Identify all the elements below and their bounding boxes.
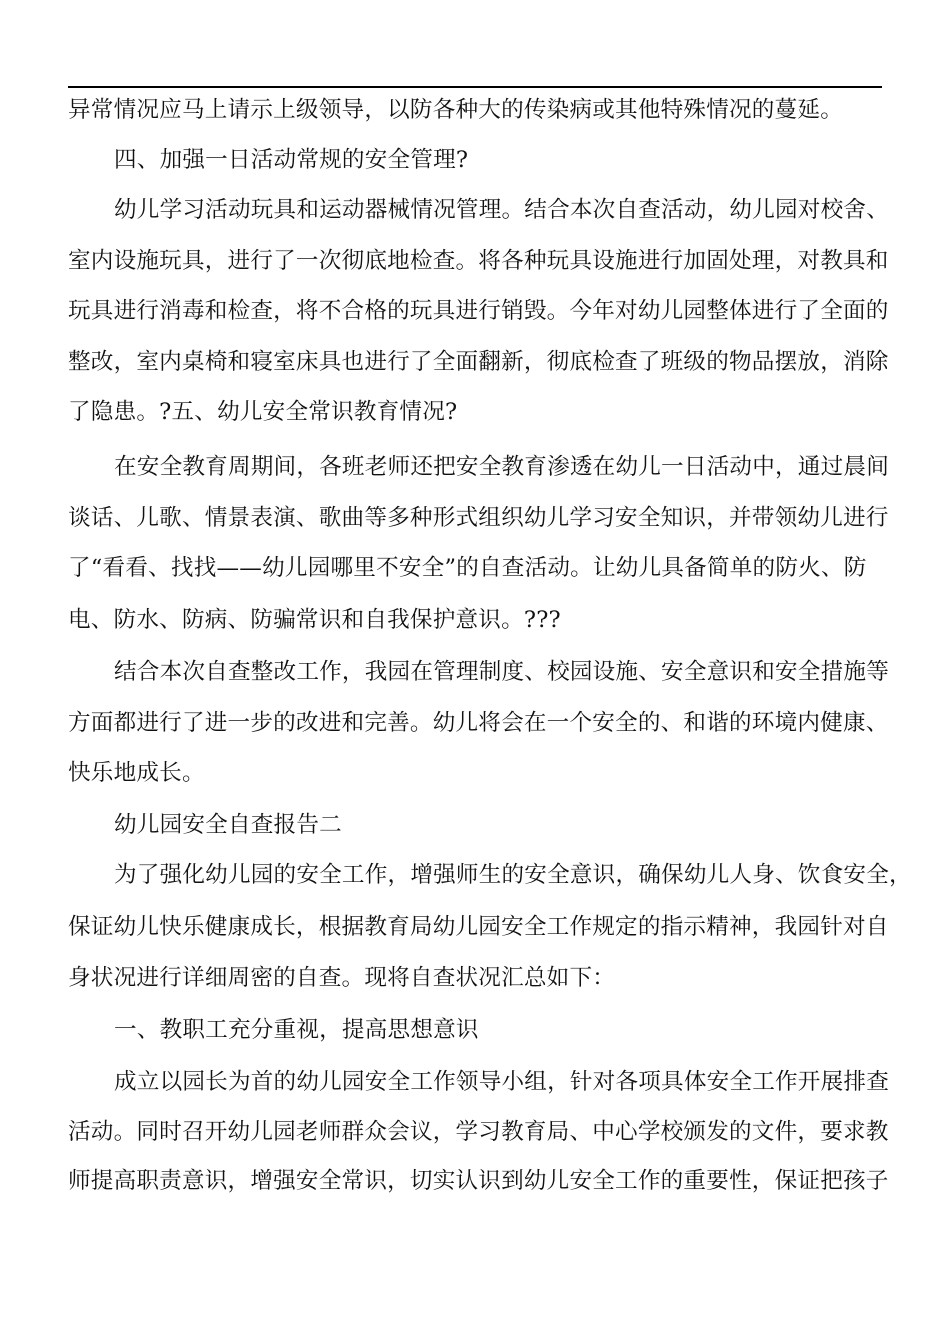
- header-rule: [68, 86, 882, 88]
- text-line: 结合本次自查整改工作，我园在管理制度、校园设施、安全意识和安全措施等: [114, 659, 889, 685]
- text-line: 在安全教育周期间，各班老师还把安全教育渗透在幼儿一日活动中，通过晨间: [114, 454, 889, 480]
- text-line: 为了强化幼儿园的安全工作，增强师生的安全意识，确保幼儿人身、饮食安全，: [114, 862, 912, 888]
- text-line: 身状况进行详细周密的自查。现将自查状况汇总如下：: [68, 965, 616, 991]
- text-line: 活动。同时召开幼儿园老师群众会议，学习教育局、中心学校颁发的文件，要求教: [68, 1119, 889, 1145]
- text-line: 保证幼儿快乐健康成长，根据教育局幼儿园安全工作规定的指示精神，我园针对自: [68, 914, 889, 940]
- text-line: 电、防水、防病、防骗常识和自我保护意识。???: [68, 607, 561, 633]
- text-line: 幼儿学习活动玩具和运动器械情况管理。结合本次自查活动，幼儿园对校舍、: [114, 197, 889, 223]
- text-line: 成立以园长为首的幼儿园安全工作领导小组，针对各项具体安全工作开展排查: [114, 1069, 889, 1095]
- text-line: 谈话、儿歌、情景表演、歌曲等多种形式组织幼儿学习安全知识，并带领幼儿进行: [68, 505, 889, 531]
- text-line: 室内设施玩具，进行了一次彻底地检查。将各种玩具设施进行加固处理，对教具和: [68, 248, 889, 274]
- text-line: 异常情况应马上请示上级领导，以防各种大的传染病或其他特殊情况的蔓延。: [68, 97, 843, 123]
- text-line: 师提高职责意识，增强安全常识，切实认识到幼儿安全工作的重要性，保证把孩子: [68, 1168, 889, 1194]
- section-heading: 一、教职工充分重视，提高思想意识: [114, 1017, 479, 1043]
- text-line: 快乐地成长。: [68, 760, 205, 786]
- text-line: 了隐患。?五、幼儿安全常识教育情况?: [68, 399, 458, 425]
- section-heading: 四、加强一日活动常规的安全管理?: [114, 147, 469, 173]
- text-line: 方面都进行了进一步的改进和完善。幼儿将会在一个安全的、和谐的环境内健康、: [68, 710, 889, 736]
- text-line: 玩具进行消毒和检查，将不合格的玩具进行销毁。今年对幼儿园整体进行了全面的: [68, 298, 889, 324]
- text-line: 整改，室内桌椅和寝室床具也进行了全面翻新，彻底检查了班级的物品摆放，消除: [68, 349, 889, 375]
- text-line: 了“看看、找找——幼儿园哪里不安全”的自查活动。让幼儿具备简单的防火、防: [68, 555, 867, 581]
- section-heading: 幼儿园安全自查报告二: [114, 812, 342, 838]
